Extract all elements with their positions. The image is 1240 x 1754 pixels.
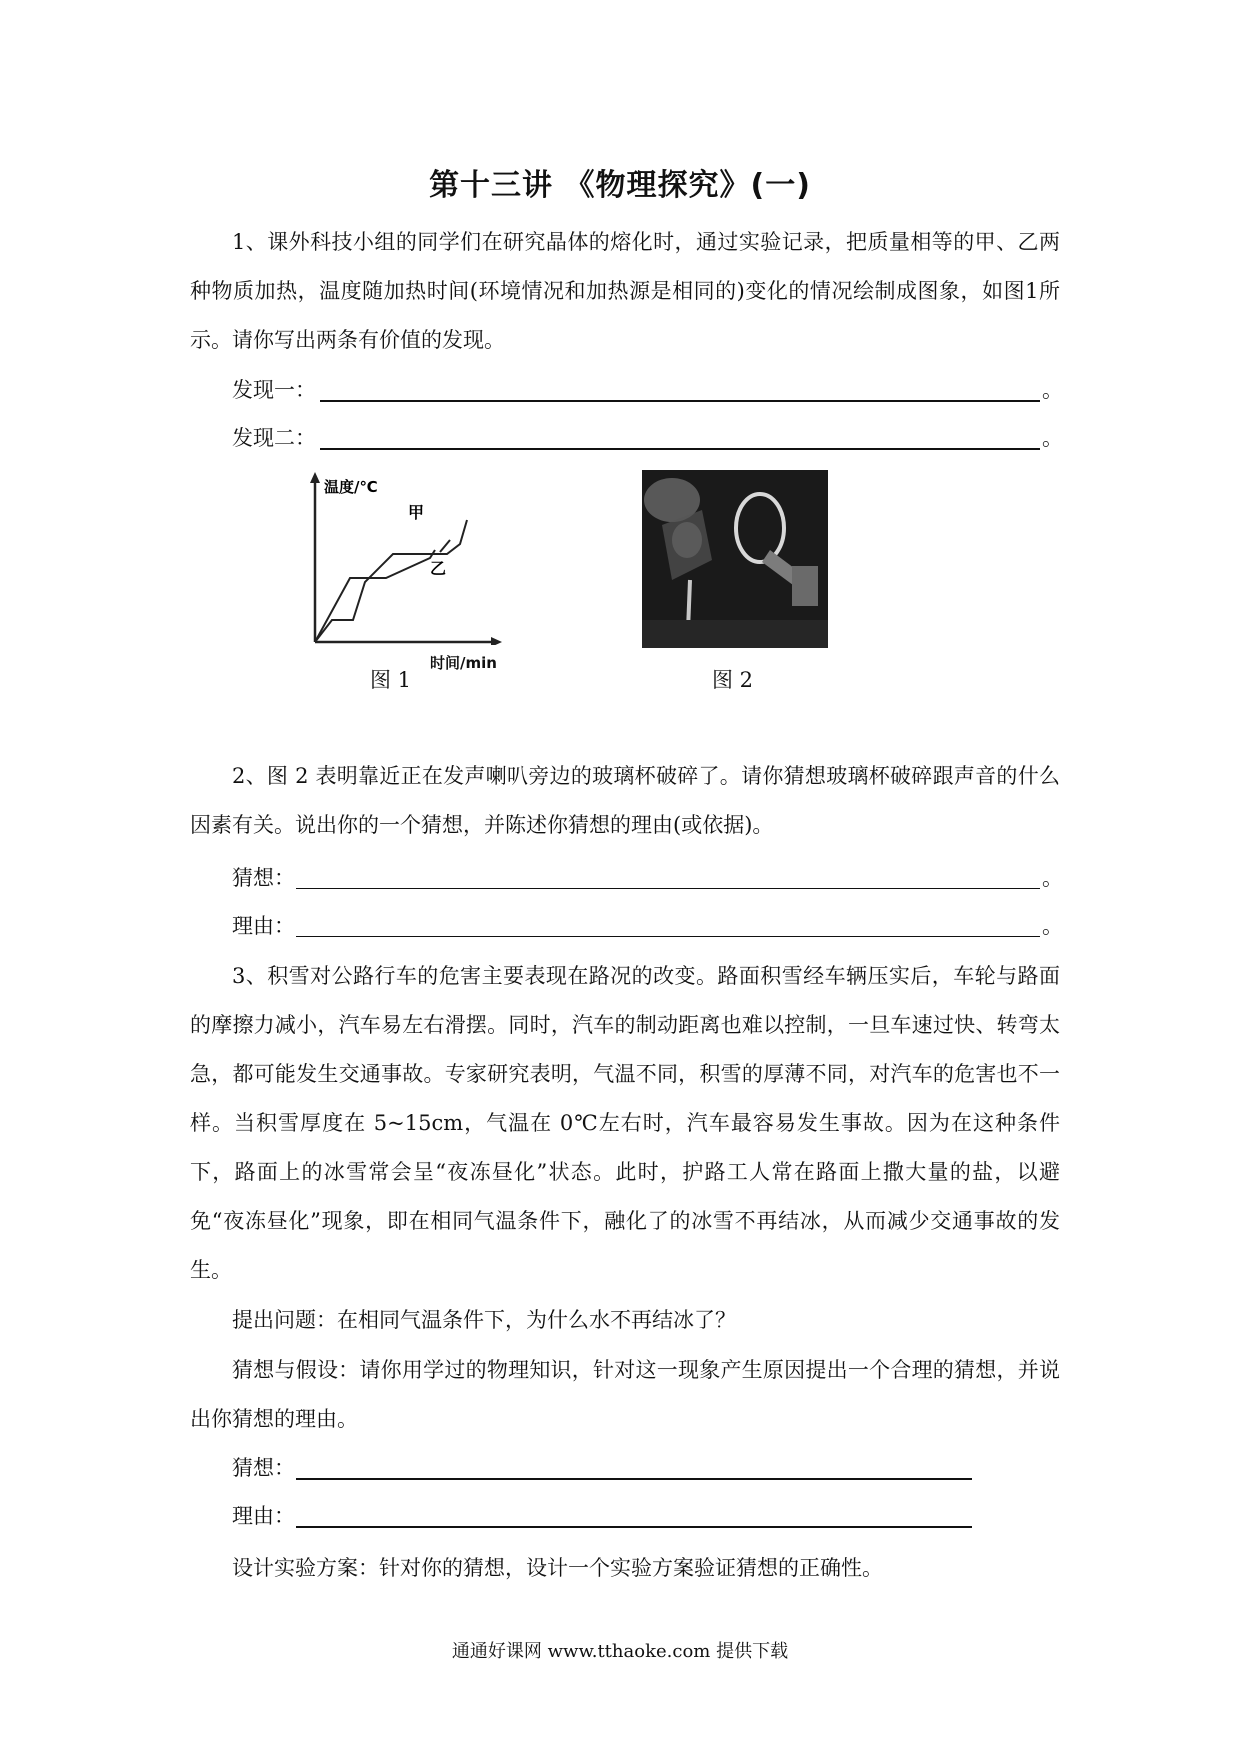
- finding-2-label: 发现二：: [232, 426, 316, 450]
- finding-2-answer-line[interactable]: [320, 448, 1040, 450]
- series-yi-label: 乙: [430, 559, 447, 578]
- q2-guess-period: 。: [1042, 866, 1063, 890]
- finding-1-period: 。: [1042, 378, 1063, 402]
- question-3-text: 3、积雪对公路行车的危害主要表现在路况的改变。路面积雪经车辆压实后，车轮与路面的摩擦力减小，汽车易左右滑摆。同时，汽车的制动距离也难以控制，一旦车速过快、转弯太急，都可能发生交通事故。专家研究表明，气温不同，积雪的厚薄不同，对汽车的危害也不一样。当积雪厚度在 5~15cm，气温在 0℃左右时，汽车最容易发生事故。因为在这种条件下，路面上的冰雪常会呈“夜冻昼化”状态。此时，护路工人常在路面上撒大量的盐，以避免“夜冻昼化”现象，即在相同气温条件下，融化了的冰雪不再结冰，从而减少交通事故的发生。: [190, 964, 1060, 1282]
- series-jia-line: [315, 550, 435, 642]
- series-yi-line: [315, 520, 467, 642]
- q3-question: 提出问题：在相同气温条件下，为什么水不再结冰了？: [232, 1308, 736, 1332]
- figure-1-graph: [290, 470, 530, 645]
- y-axis-label: 温度/℃: [324, 478, 378, 496]
- x-axis-arrow: [491, 637, 502, 645]
- figure-2-photo: [642, 470, 828, 648]
- q3-reason-answer-line[interactable]: [296, 1526, 972, 1528]
- series-jia-label: 甲: [408, 503, 425, 522]
- q2-guess-label: 猜想：: [232, 866, 295, 890]
- q2-reason-answer-line[interactable]: [296, 936, 1040, 937]
- q2-guess-answer-line[interactable]: [296, 888, 1040, 889]
- figure-1-caption: 图 1: [370, 668, 412, 692]
- q3-guess-label: 猜想：: [232, 1456, 295, 1480]
- x-axis-label: 时间/min: [430, 654, 497, 672]
- q3-design: 设计实验方案：针对你的猜想，设计一个实验方案验证猜想的正确性。: [232, 1556, 883, 1580]
- question-1-text: 1、课外科技小组的同学们在研究晶体的熔化时，通过实验记录，把质量相等的甲、乙两种物质加热，温度随加热时间(环境情况和加热源是相同的)变化的情况绘制成图象，如图1所示。请你写出两条有价值的发现。: [190, 230, 1060, 352]
- question-2-text: 2、图 2 表明靠近正在发声喇叭旁边的玻璃杯破碎了。请你猜想玻璃杯破碎跟声音的什么因素有关。说出你的一个猜想，并陈述你猜想的理由(或依据)。: [190, 764, 1060, 837]
- page-title: 第十三讲 《物理探究》(一): [429, 168, 811, 203]
- q2-reason-period: 。: [1042, 914, 1063, 938]
- q3-hypothesis: 猜想与假设：请你用学过的物理知识，针对这一现象产生原因提出一个合理的猜想，并说出你猜想的理由。: [190, 1358, 1060, 1431]
- page-footer: 通通好课网 www.tthaoke.com 提供下载: [451, 1641, 789, 1662]
- q3-guess-answer-line[interactable]: [296, 1478, 972, 1480]
- q2-reason-label: 理由：: [232, 914, 295, 938]
- finding-1-answer-line[interactable]: [320, 400, 1040, 402]
- finding-2-period: 。: [1042, 426, 1063, 450]
- finding-1-label: 发现一：: [232, 378, 316, 402]
- figure-2-caption: 图 2: [712, 668, 754, 692]
- q3-reason-label: 理由：: [232, 1504, 295, 1528]
- series-jia-tail: [440, 540, 450, 552]
- y-axis-arrow: [310, 472, 320, 483]
